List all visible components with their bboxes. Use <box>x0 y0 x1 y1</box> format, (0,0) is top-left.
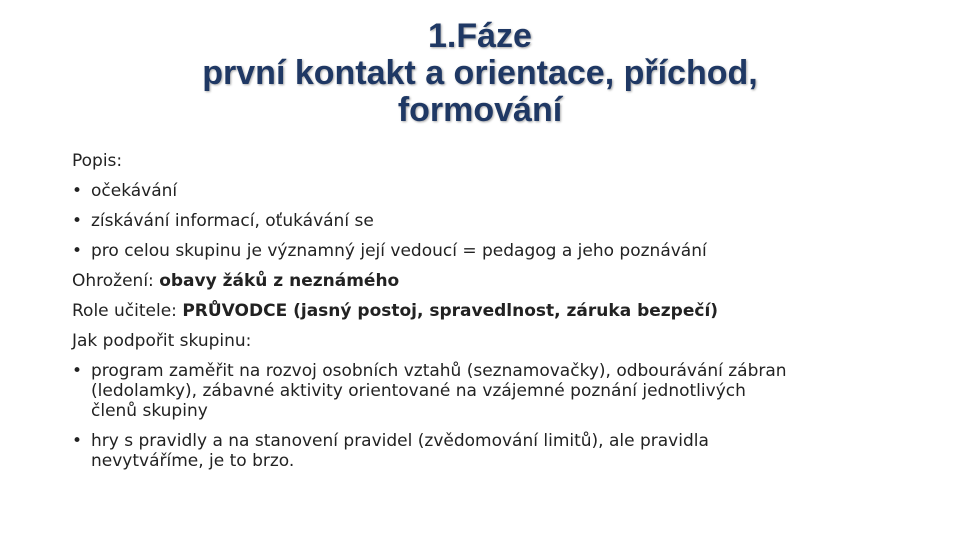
popis-item <box>72 236 902 266</box>
jak-item-line: program zaměřit na rozvoj osobních vztahů (seznamovačky), odbourávání zábran <box>91 361 787 381</box>
title-line-2: první kontakt a orientace, příchod, <box>202 54 758 92</box>
jak-item <box>72 426 902 476</box>
ohrozeni-line <box>72 266 902 296</box>
role-label: Role učitele: <box>72 301 183 321</box>
bullet-dot: • <box>72 361 83 381</box>
popis-heading: Popis: <box>72 151 123 171</box>
jak-item <box>72 356 902 426</box>
bullet-dot: • <box>72 431 83 451</box>
bullet-dot: • <box>72 181 83 201</box>
popis-item-text: získávání informací, oťukávání se <box>91 211 374 231</box>
popis-item <box>72 206 902 236</box>
ohrozeni-label: Ohrožení: <box>72 271 160 291</box>
title-line-3: formování <box>397 91 563 129</box>
jak-item-line: nevytváříme, je to brzo. <box>91 451 295 471</box>
bullet-dot: • <box>72 241 83 261</box>
jak-item-line: (ledolamky), zábavné aktivity orientované na vzájemné poznání jednotlivých <box>91 381 746 401</box>
role-value: PRŮVODCE (jasný postoj, spravedlnost, záruka bezpečí) <box>182 301 719 321</box>
slide-title <box>0 18 960 129</box>
popis-item-text: pro celou skupinu je významný její vedoucí = pedagog a jeho poznávání <box>91 241 707 261</box>
jak-item-line: členů skupiny <box>91 401 208 421</box>
jak-item-line: hry s pravidly a na stanovení pravidel (zvědomování limitů), ale pravidla <box>91 431 709 451</box>
popis-item-text: očekávání <box>91 181 178 201</box>
popis-item <box>72 176 902 206</box>
slide-body <box>72 146 902 476</box>
ohrozeni-value: obavy žáků z neznámého <box>159 271 400 291</box>
bullet-dot: • <box>72 211 83 231</box>
role-line <box>72 296 902 326</box>
title-line-1: 1.Fáze <box>428 17 532 55</box>
jak-heading: Jak podpořit skupinu: <box>72 331 252 351</box>
